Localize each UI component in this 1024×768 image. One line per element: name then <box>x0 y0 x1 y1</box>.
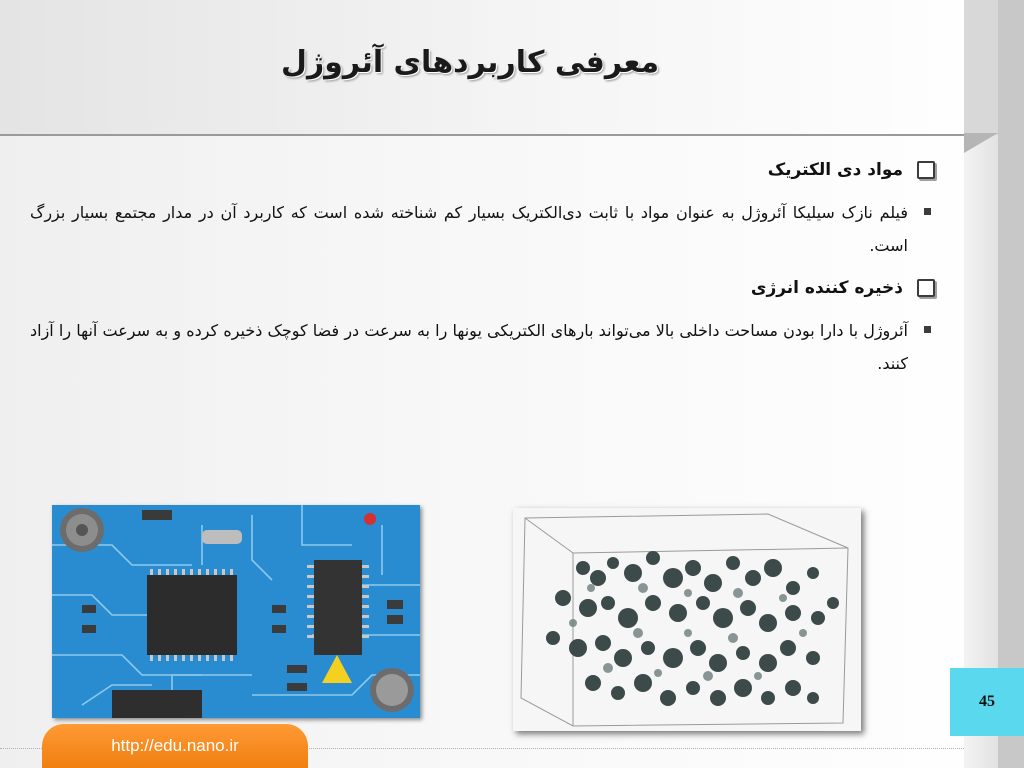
bullet-item <box>30 314 935 380</box>
section-heading-text: مواد دی الکتریک <box>767 160 903 180</box>
title-divider <box>0 134 964 136</box>
checkbox-bullet-icon <box>917 161 935 179</box>
corner-decoration <box>964 133 998 153</box>
right-edge <box>998 0 1024 768</box>
bullet-text: آئروژل با دارا بودن مساحت داخلی بالا می‌تواند بارهای الکتریکی یونها را به سرعت در فضا کوچک ذخیره کرده و به سرعت آنها را آزاد کنند. <box>30 321 908 373</box>
aerogel-network-image <box>513 508 861 731</box>
bullet-item <box>30 196 935 262</box>
checkbox-bullet-icon <box>917 279 935 297</box>
bullet-text: فیلم نازک سیلیکا آئروژل به عنوان مواد با ثابت دی‌الکتریک بسیار کم شناخته شده است که کاربرد آن در مدار مجتمع بسیار بزرگ است. <box>30 203 908 255</box>
section-heading-energy-storage <box>30 268 935 308</box>
square-bullet-icon <box>924 326 931 333</box>
section-heading-text: ذخیره کننده انرژی <box>750 278 903 298</box>
footer-url-link[interactable]: http://edu.nano.ir <box>42 724 308 768</box>
slide-content <box>30 150 935 490</box>
section-heading-dielectric <box>30 150 935 190</box>
slide-title: معرفی کاربردهای آئروژل <box>280 45 660 80</box>
page-number: 45 <box>950 668 1024 736</box>
circuit-board-drawing <box>52 505 420 718</box>
aerogel-network-drawing <box>513 508 861 731</box>
square-bullet-icon <box>924 208 931 215</box>
circuit-board-image <box>52 505 420 718</box>
